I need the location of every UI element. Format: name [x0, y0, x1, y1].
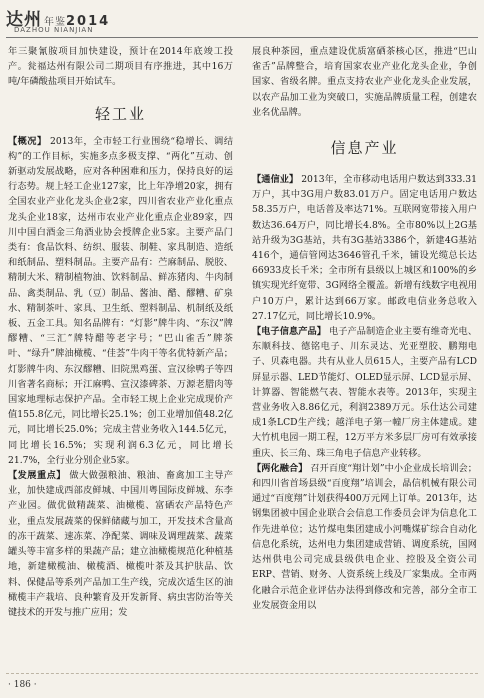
page-number: · 186 ·	[8, 680, 37, 690]
section-title-light-industry: 轻工业	[94, 104, 146, 123]
electronics-tag: 【电子信息产品】	[252, 326, 327, 338]
footer-divider	[6, 673, 478, 674]
telecom-paragraph	[252, 172, 477, 324]
brand-year: 2014	[66, 14, 111, 29]
right-intro-paragraph: 展良种茶园，重点建设优质富硒茶核心区，推进“巴山雀舌”品牌整合，培育国家农业产业化龙头企业，争创国家、省级名牌。重点支持农业产业化龙头企业发展，以农产品加工业为突破口，实施品牌质量工程，创建农业名优品牌。	[252, 46, 477, 118]
brand-subtitle: DAZHOU NIANJIAN	[14, 26, 94, 34]
integration-text: 召开百度“翔计划”中小企业成长培训会；和四川省首场县级“百度翔”培训会，晶信机械有限公司通过“百度翔”计划获得400万元网上订单。2013年，达钢集团被中国企业联合会信息工作委员会评为信息化工作先进单位；达竹煤电集团建成小河嘴煤矿综合自动化信息化系统，达州电力集团建成营销、调度系统，国网达州供电公司完成县级供电企业、控股及全资公司ERP、营销、财务、人资系统上线及厂家集成。全市两化融合示范企业评估办法得到修改和完善，部分全市工业发展资金用以	[252, 462, 477, 611]
electronics-text: 电子产品制造企业主要有维奇光电、东顺科技、德铭电子、川东灵达、光亚塑胶、鹏翔电子、贝森电器。共有从业人员615人，主要产品有LCD屏显示器、LED节能灯、OLED显示屏、LCD显示屏、计算器、智能燃气表、智能水表等。2013年，实现主营业务收入8.86亿元，利润2389万元。乐仕达公司建成1条LCD生产线；越洋电子第一幢厂房主体建成。建大竹机电园一期工程，12万平方米多层厂房可有效承接重庆、长三角、珠三角电子信息产业转移。	[252, 326, 478, 459]
integration-paragraph	[252, 461, 477, 613]
development-tag: 【发展重点】	[8, 470, 66, 482]
overview-tag: 【概况】	[8, 135, 47, 147]
development-text: 做大做强粮油、粮油、畜禽加工主导产业，加快建成西部皮鲜城、中国川粤国际皮鲜城、东李产业园。做优做精蔬菜、油橄榄、富硒农产品特色产业，重点发展蔬菜的保鲜储藏与加工，开发技术含量高的冻干蔬菜、速冻菜、净配菜、调味及调理蔬菜、蔬菜罐头等丰富多样的果蔬产品；建立油橄榄规范化种植基地，新建橄榄油、橄榄酒、橄榄叶茶及其护肤品、饮料、保健品等系列产品加工生产线，完成次适生区的油橄榄丰产栽培、良种繁育及开发新肾、病虫害防治等关键技术的开发与推广应用；发	[8, 470, 234, 618]
header-divider	[6, 37, 478, 38]
telecom-text: 2013年，全市移动电话用户数达到333.31万户，其中3G用户数83.01万户。固定电话用户数达58.35万户，电话普及率达71%。互联网宽带接入用户数达36.64万户，同比增长4.8%。全市80%以上2G基站升级为3G基站，共有3G基站3386个，新建4G基站416个，通信管网达3646管孔千米，铺设光缆总长达66933皮长千米；全市所有县级以上城区和100%的乡镇实现光纤宽带、3G网络全覆盖。新增有线数字电视用户10万户，累计达到66万家。邮政电信业务总收入27.17亿元，同比增长10.9%。	[252, 174, 477, 322]
page-header	[0, 0, 484, 44]
left-column	[8, 44, 233, 620]
overview-text: 2013年，全市轻工行业围绕“稳增长、调结构”的工作目标，实施多点多极支撑、“两化”互动、创新驱动发展战略，应对各种困难和压力，保持良好的运行态势。规上轻工企业127家，比上年净增20家，拥有全国农业产业化龙头企业2家，四川省农业产业化重点龙头企业18家，达州市农业产业化重点企业89家，四川中国白酒金三角酒业协会授牌企业5家。主要产品门类有：食品饮料、纺织、服装、制鞋、家具制造、造纸和纸制品、塑料制品。主要产品有：苎麻制品、脱胶、精制大米、精制植物油、饮料制品、鲜冻猪肉、牛肉制品、禽类制品、乳（豆）制品、酱油、醋、醪糟、矿泉水、精制茶叶、家具、卫生纸、塑料制品、机制纸及纸板、五金工具。知名品牌有：“灯影”牌牛肉、“东汉”牌醪糟、“三汇”牌特醋等老字号；“巴山雀舌”牌茶叶、“绿升”牌油橄榄、“佳荟”牛肉干等名优特新产品；灯影牌牛肉、东汉醪糟、旧院黑鸡蛋、宣汉徐鸭子等四川省著名商标；开江麻鸭、宣汉漆碑茶、万源老腊肉等国家地理标志保护产品。全市轻工规上企业完成现价产值155.8亿元，同比增长25.1%；创工业增加值48.2亿元，同比增长25.0%；完成主营业务收入144.5亿元，同比增长16.5%；实现利润6.3亿元，同比增长21.7%，全行业分别企业5家。	[8, 135, 234, 466]
left-intro-paragraph: 年三聚氰胺项目加快建设，预计在2014年底竣工投产。瓮福达州有限公司二期项目有序推进，其中16万吨/年磷酸盐项目开始试车。	[8, 46, 233, 88]
brand-small: 年鉴	[44, 17, 66, 28]
light-industry-overview	[8, 134, 233, 468]
light-industry-development	[8, 468, 233, 620]
integration-tag: 【两化融合】	[252, 462, 308, 474]
telecom-tag: 【通信业】	[252, 174, 299, 186]
right-column	[252, 44, 477, 613]
section-title-info-industry: 信息产业	[330, 139, 399, 158]
brand-name: 达州	[6, 10, 42, 30]
electronics-paragraph	[252, 324, 477, 461]
